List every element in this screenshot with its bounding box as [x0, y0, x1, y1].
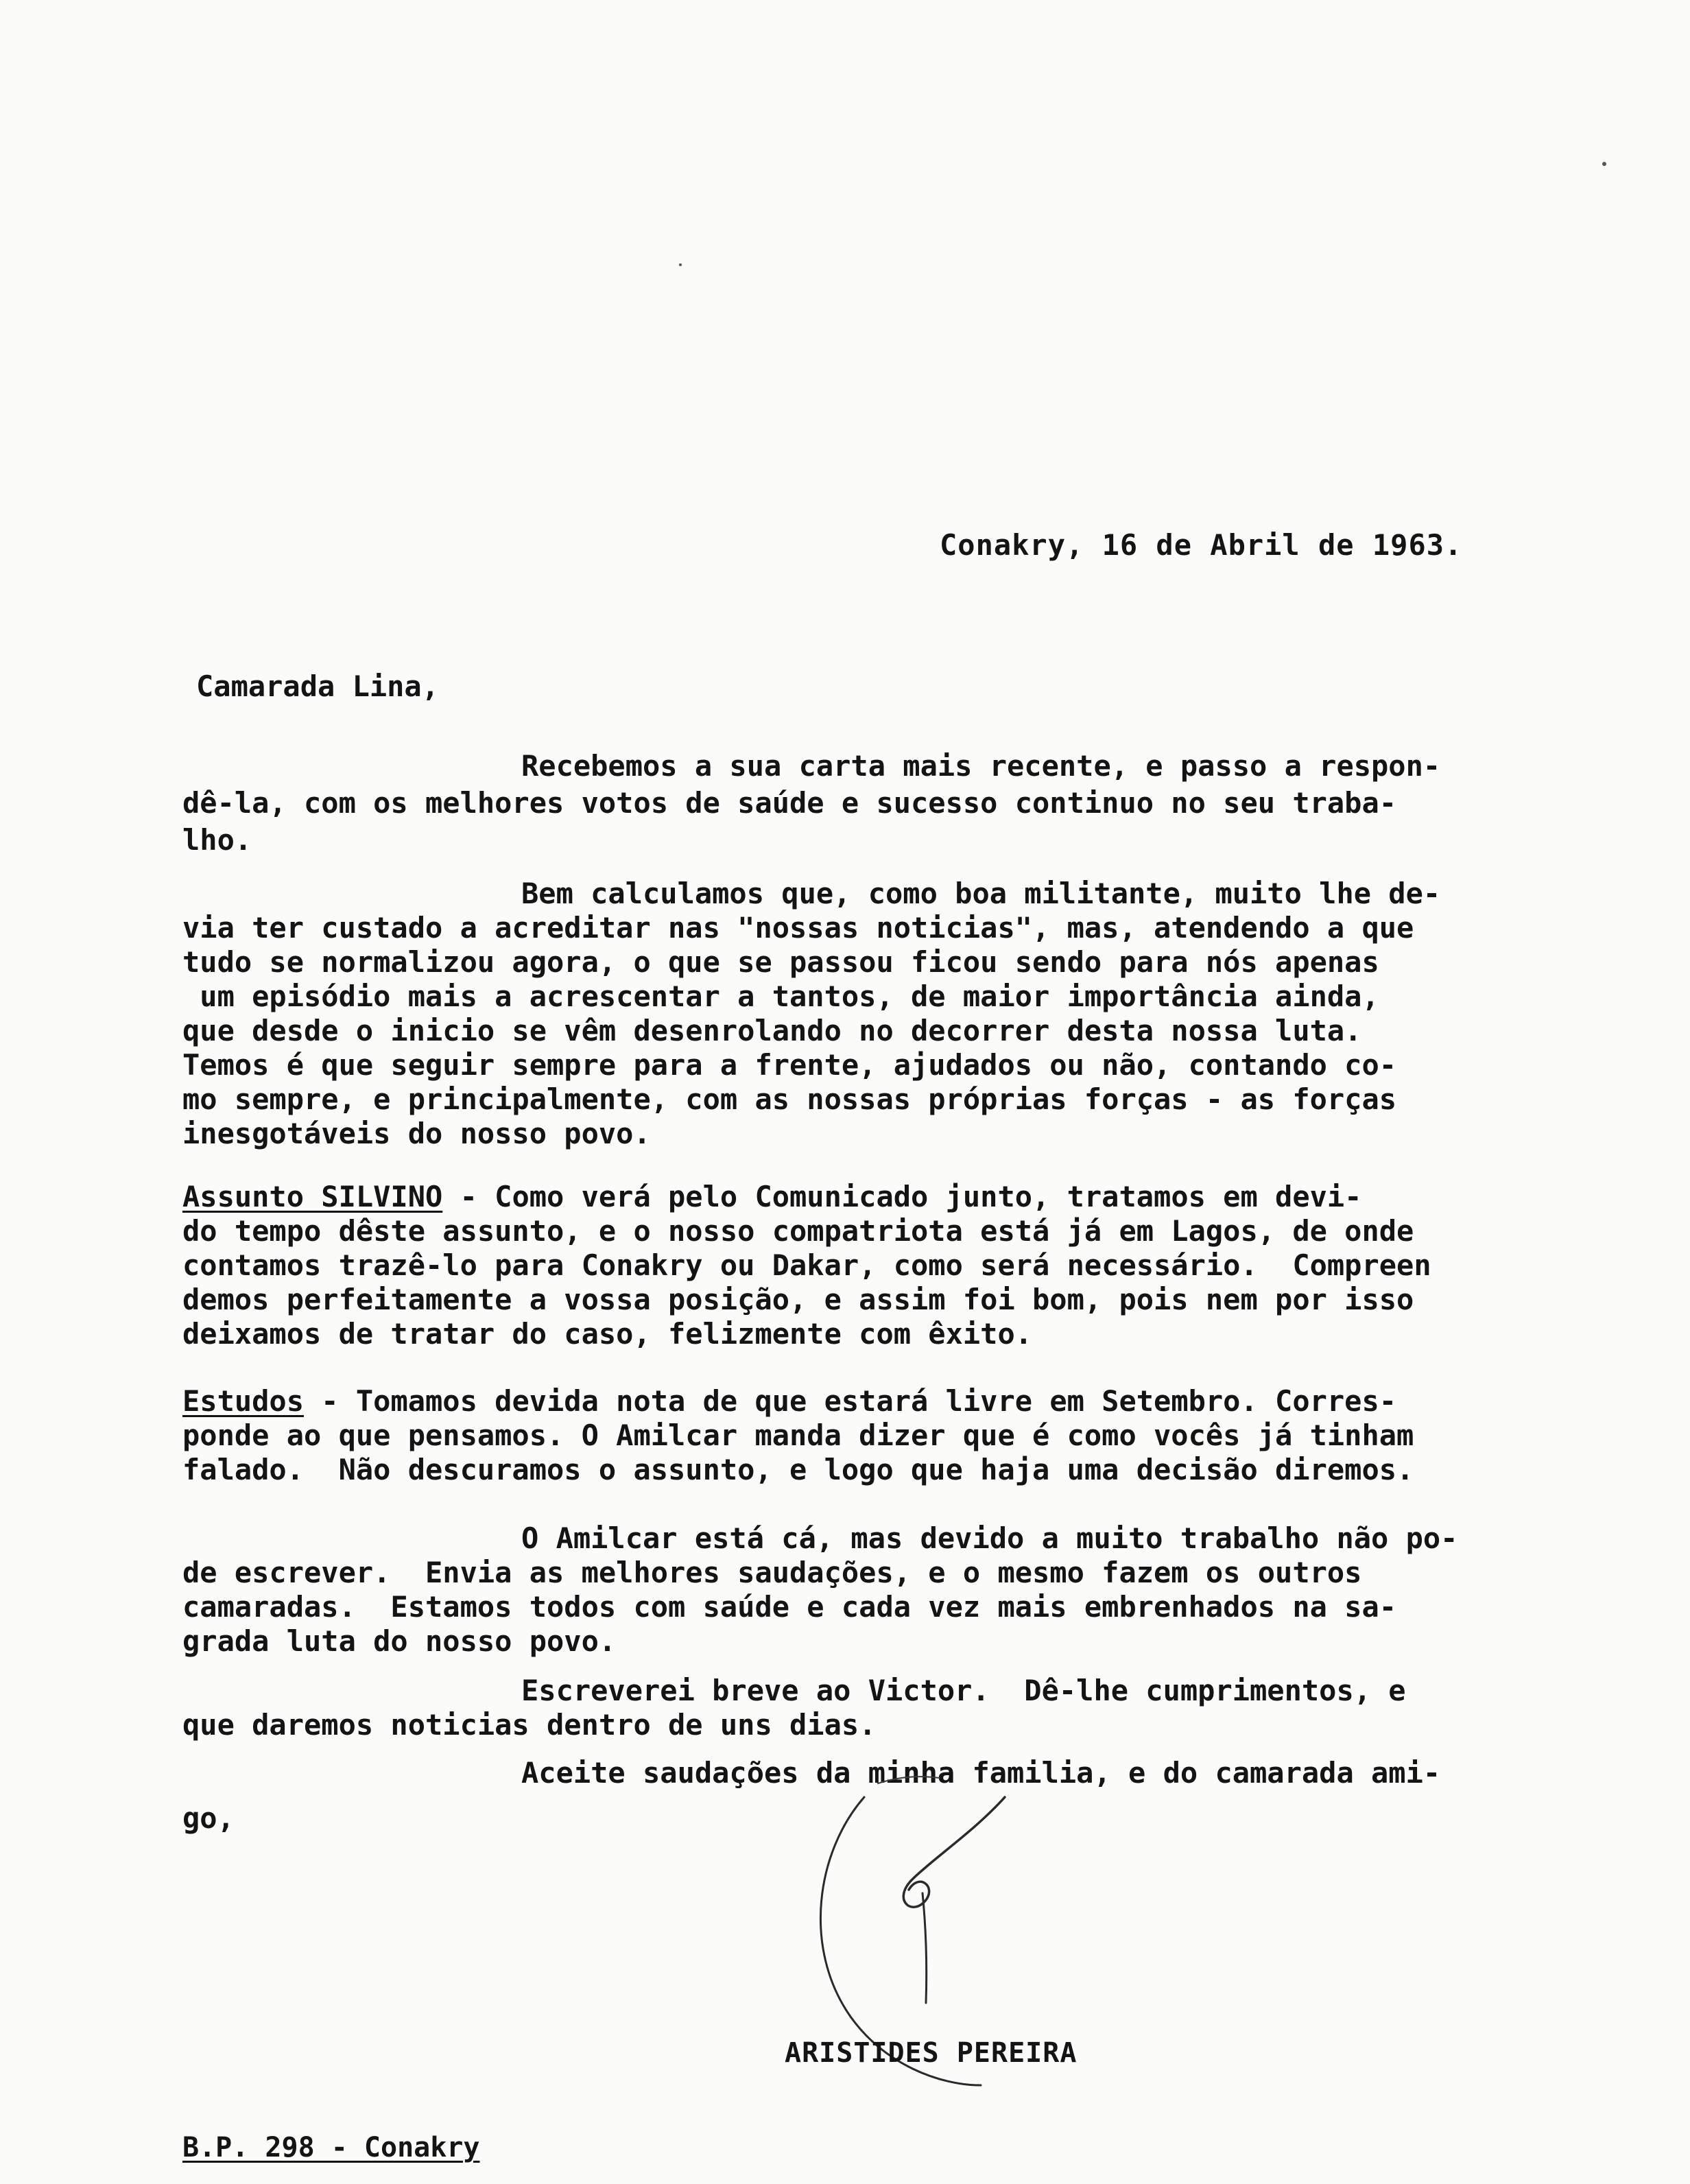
- paragraph6-line: que daremos noticias dentro de uns dias.: [182, 1708, 877, 1742]
- paragraph1-line: Recebemos a sua carta mais recente, e passo a respon-: [521, 749, 1441, 783]
- paragraph1-line: dê-la, com os melhores votos de saúde e sucesso continuo no seu traba-: [182, 786, 1397, 820]
- dateline: Conakry, 16 de Abril de 1963.: [940, 528, 1463, 562]
- paragraph4-line: falado. Não descuramos o assunto, e logo que haja uma decisão diremos.: [182, 1453, 1414, 1486]
- paragraph2-line: tudo se normalizou agora, o que se passou ficou sendo para nós apenas: [182, 945, 1379, 979]
- paragraph6-line: Escreverei breve ao Victor. Dê-lhe cumprimentos, e: [521, 1674, 1406, 1707]
- paragraph3-first-line-text: - Como verá pelo Comunicado junto, tratamos em devi-: [442, 1180, 1362, 1213]
- paragraph5-line: O Amilcar está cá, mas devido a muito trabalho não po-: [521, 1521, 1458, 1555]
- paragraph4-first-line: [182, 1384, 1396, 1419]
- paragraph5-line: de escrever. Envia as melhores saudações, e o mesmo fazem os outros: [182, 1556, 1362, 1589]
- paragraph3-heading: Assunto SILVINO: [182, 1180, 443, 1213]
- paragraph2-line: um episódio mais a acrescentar a tantos, de maior importância ainda,: [182, 980, 1379, 1013]
- paragraph3-first-line: [182, 1180, 1361, 1214]
- footer-address: B.P. 298 - Conakry: [182, 2132, 480, 2163]
- paragraph3-line: deixamos de tratar do caso, felizmente com êxito.: [182, 1317, 1033, 1351]
- paragraph4-line: ponde ao que pensamos. O Amilcar manda dizer que é como vocês já tinham: [182, 1419, 1414, 1452]
- paragraph2-line: mo sempre, e principalmente, com as nossas próprias forças - as forças: [182, 1082, 1397, 1116]
- salutation: Camarada Lina,: [196, 669, 440, 703]
- paragraph2-line: inesgotáveis do nosso povo.: [182, 1117, 651, 1150]
- paragraph5-line: grada luta do nosso povo.: [182, 1624, 617, 1658]
- paragraph2-line: que desde o inicio se vêm desenrolando no decorrer desta nossa luta.: [182, 1014, 1362, 1047]
- paragraph4-heading: Estudos: [182, 1384, 305, 1418]
- paragraph1-line: lho.: [182, 823, 252, 857]
- paragraph7-line: Aceite saudações da minha familia, e do camarada ami-: [521, 1756, 1441, 1790]
- paragraph4-first-line-text: - Tomamos devida nota de que estará livre em Setembro. Corres-: [304, 1384, 1397, 1418]
- signer-name: ARISTIDES PEREIRA: [785, 2037, 1078, 2069]
- paragraph7-line: go,: [182, 1801, 235, 1835]
- paragraph3-line: contamos trazê-lo para Conakry ou Dakar, como será necessário. Compreen: [182, 1248, 1431, 1282]
- paragraph3-line: do tempo dêste assunto, e o nosso compatriota está já em Lagos, de onde: [182, 1214, 1414, 1248]
- paragraph2-line: via ter custado a acreditar nas "nossas noticias", mas, atendendo a que: [182, 911, 1414, 945]
- paper-speck: [1602, 162, 1606, 166]
- paper-speck: [679, 263, 682, 266]
- paragraph2-line: Temos é que seguir sempre para a frente, ajudados ou não, contando co-: [182, 1048, 1397, 1082]
- paragraph3-line: demos perfeitamente a vossa posição, e assim foi bom, pois nem por isso: [182, 1283, 1414, 1316]
- paragraph2-line: Bem calculamos que, como boa militante, muito lhe de-: [521, 877, 1441, 910]
- paragraph5-line: camaradas. Estamos todos com saúde e cada vez mais embrenhados na sa-: [182, 1590, 1397, 1624]
